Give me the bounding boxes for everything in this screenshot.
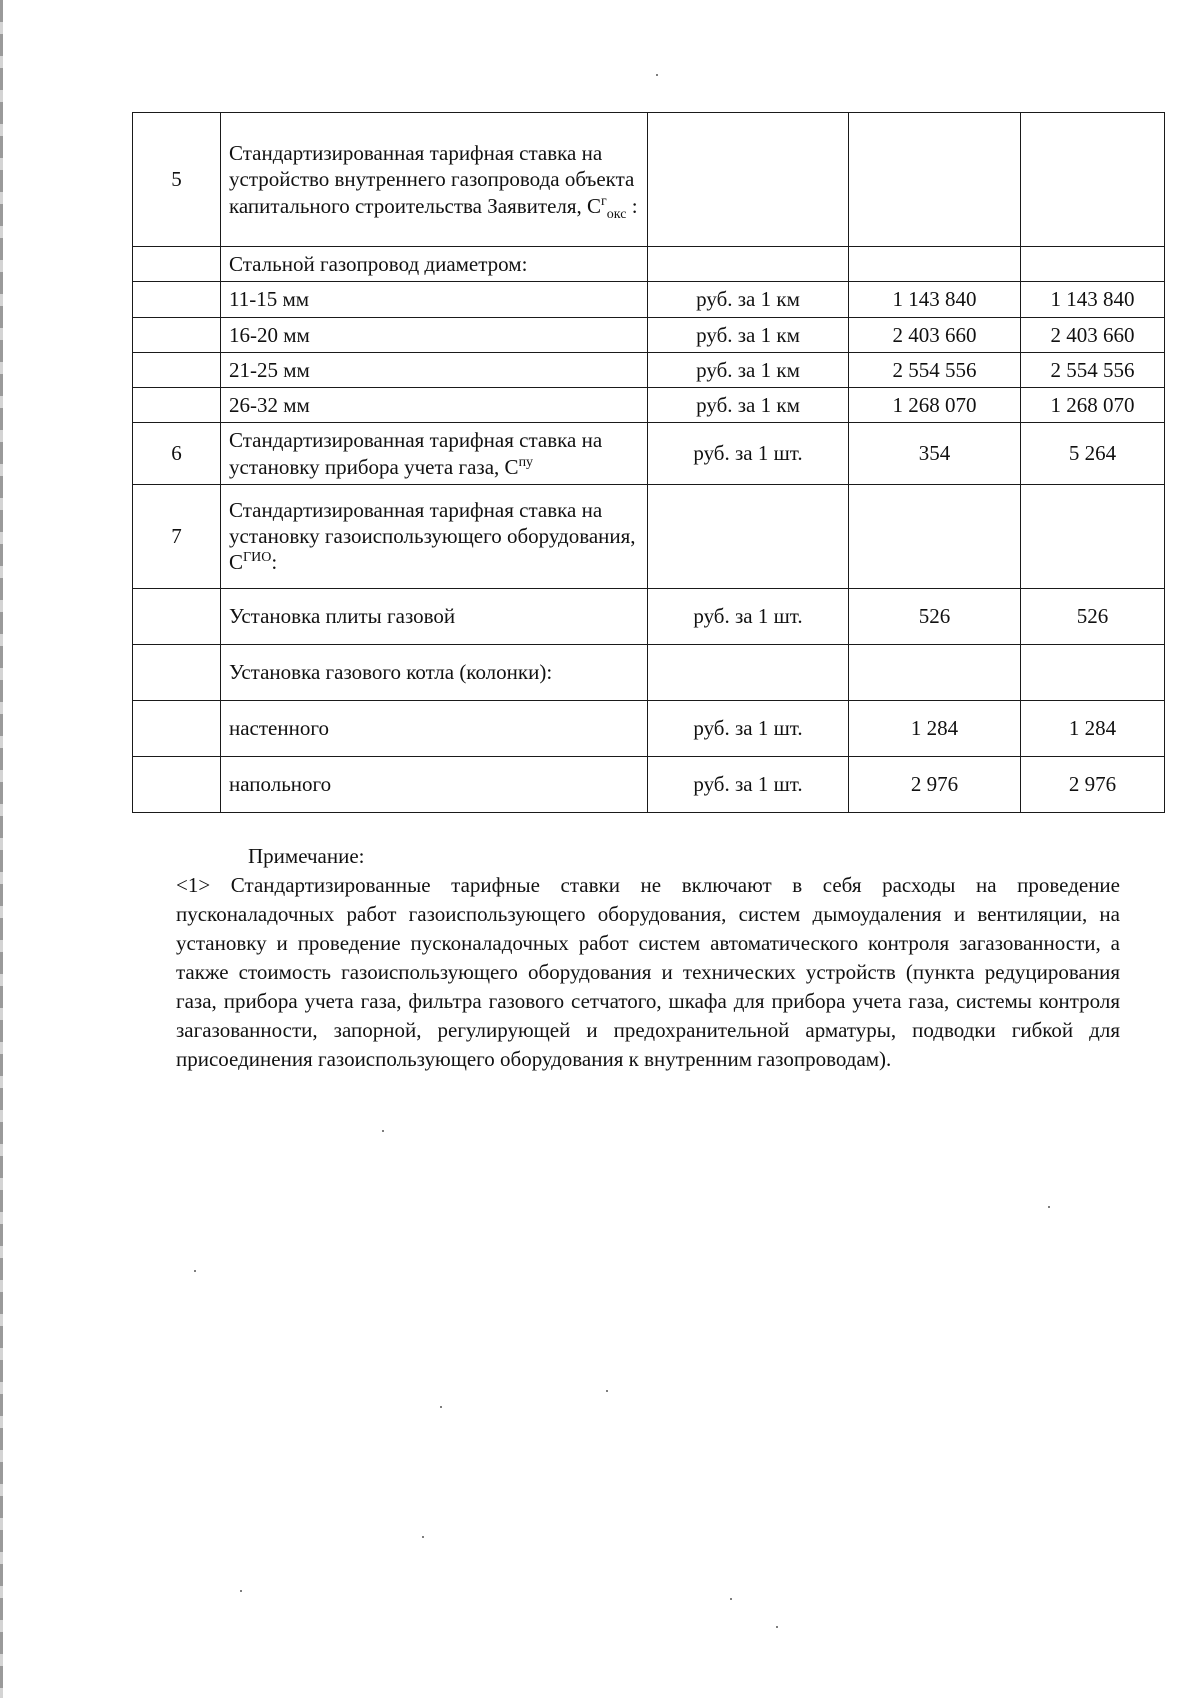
scan-speck — [422, 1536, 424, 1538]
row-unit — [648, 113, 849, 247]
row-value-1 — [849, 644, 1021, 700]
row-value-1: 354 — [849, 423, 1021, 485]
row-unit — [648, 484, 849, 588]
table-row — [133, 588, 1165, 644]
footnote-text: <1> Стандартизированные тарифные ставки не включают в себя расходы на проведение пусконаладочных работ газоиспользующего оборудования, систем дымоудаления и вентиляции, на установку и проведение пусконаладочных работ систем автоматического контроля загазованности, а также стоимость газоиспользующего оборудования и технических устройств (пункта редуцирования газа, прибора учета газа, фильтра газового сетчатого, шкафа для прибора учета газа, системы контроля загазованности, запорной, регулирующей и предохранительной арматуры, подводки гибкой для присоединения газоиспользующего оборудования к внутренним газопроводам). — [176, 873, 1120, 1071]
row-unit: руб. за 1 км — [648, 282, 849, 317]
row-value-2: 526 — [1021, 588, 1165, 644]
row-name: 16-20 мм — [221, 317, 648, 352]
row-unit: руб. за 1 км — [648, 352, 849, 387]
row-value-1: 2 403 660 — [849, 317, 1021, 352]
row-value-1: 1 284 — [849, 700, 1021, 756]
table-row — [133, 388, 1165, 423]
row-name: 21-25 мм — [221, 352, 648, 387]
scan-speck — [440, 1406, 442, 1408]
footnote — [176, 842, 1120, 1074]
row-number: 6 — [133, 423, 221, 485]
row-name: напольного — [221, 756, 648, 812]
table-row — [133, 700, 1165, 756]
row-value-2: 2 403 660 — [1021, 317, 1165, 352]
row-name: Стандартизированная тарифная ставка на устройство внутреннего газопровода объекта капитального строительства Заявителя, $С^г_{окс}$ : — [221, 113, 648, 247]
row-value-2: 2 976 — [1021, 756, 1165, 812]
scan-speck — [240, 1590, 242, 1592]
row-value-2 — [1021, 113, 1165, 247]
row-unit: руб. за 1 шт. — [648, 588, 849, 644]
row-name: 11-15 мм — [221, 282, 648, 317]
row-number — [133, 388, 221, 423]
row-value-1: 1 268 070 — [849, 388, 1021, 423]
tariff-table — [132, 112, 1165, 813]
row-value-1 — [849, 247, 1021, 282]
row-unit — [648, 247, 849, 282]
scan-speck — [606, 1390, 608, 1392]
scan-speck — [1048, 1206, 1050, 1208]
row-number: 7 — [133, 484, 221, 588]
row-value-2: 1 143 840 — [1021, 282, 1165, 317]
table-row — [133, 352, 1165, 387]
table-row — [133, 113, 1165, 247]
row-value-1 — [849, 484, 1021, 588]
row-name: 26-32 мм — [221, 388, 648, 423]
row-value-1: 2 554 556 — [849, 352, 1021, 387]
row-value-2: 5 264 — [1021, 423, 1165, 485]
table-row — [133, 247, 1165, 282]
scan-speck — [194, 1270, 196, 1272]
scan-speck — [776, 1626, 778, 1628]
row-number — [133, 282, 221, 317]
row-name: настенного — [221, 700, 648, 756]
row-number — [133, 700, 221, 756]
row-unit: руб. за 1 шт. — [648, 700, 849, 756]
row-value-2: 2 554 556 — [1021, 352, 1165, 387]
row-name: Установка плиты газовой — [221, 588, 648, 644]
row-number — [133, 644, 221, 700]
row-value-2 — [1021, 644, 1165, 700]
row-unit: руб. за 1 шт. — [648, 756, 849, 812]
row-name: Стальной газопровод диаметром: — [221, 247, 648, 282]
row-number — [133, 247, 221, 282]
row-name: Установка газового котла (колонки): — [221, 644, 648, 700]
table-row — [133, 484, 1165, 588]
row-value-1 — [849, 113, 1021, 247]
row-name: Стандартизированная тарифная ставка на установку прибора учета газа, $С^{пу}$ — [221, 423, 648, 485]
scan-edge — [0, 0, 3, 1698]
row-number — [133, 756, 221, 812]
row-value-1: 2 976 — [849, 756, 1021, 812]
row-unit — [648, 644, 849, 700]
row-number — [133, 588, 221, 644]
footnote-title: Примечание: — [248, 844, 365, 868]
row-value-2 — [1021, 484, 1165, 588]
row-unit: руб. за 1 шт. — [648, 423, 849, 485]
row-value-2: 1 284 — [1021, 700, 1165, 756]
scan-speck — [656, 74, 658, 76]
row-unit: руб. за 1 км — [648, 388, 849, 423]
table-row — [133, 644, 1165, 700]
row-name: Стандартизированная тарифная ставка на установку газоиспользующего оборудования, $С^{ГИО}$: — [221, 484, 648, 588]
scan-speck — [730, 1598, 732, 1600]
scan-speck — [382, 1130, 384, 1132]
table-row — [133, 317, 1165, 352]
table-row — [133, 282, 1165, 317]
row-value-1: 1 143 840 — [849, 282, 1021, 317]
row-value-2: 1 268 070 — [1021, 388, 1165, 423]
row-value-2 — [1021, 247, 1165, 282]
row-number — [133, 352, 221, 387]
row-number: 5 — [133, 113, 221, 247]
table-row — [133, 423, 1165, 485]
row-number — [133, 317, 221, 352]
row-unit: руб. за 1 км — [648, 317, 849, 352]
table-row — [133, 756, 1165, 812]
row-value-1: 526 — [849, 588, 1021, 644]
